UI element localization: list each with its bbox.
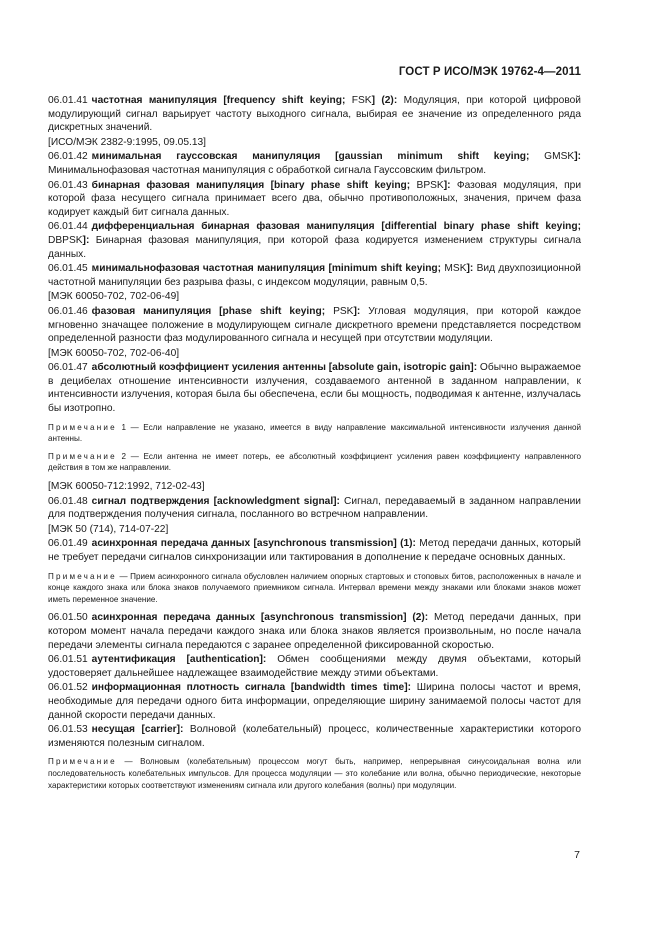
term-heading-close: ]: (574, 151, 581, 163)
source-reference: [МЭК 60050-702, 702-06-49] (48, 291, 180, 303)
note-label: Примечание (48, 571, 117, 581)
term-entry (48, 723, 581, 750)
term-abbreviation: PSK (325, 305, 354, 317)
term-definition: Метод передачи данных, который не требует передачи сигналов синхронизации или тактирования в дополнение к передаче основных данных. (48, 538, 581, 563)
source-reference: [МЭК 50 (714), 714-07-22] (48, 523, 169, 535)
term-definition: Минимальнофазовая частотная манипуляция с обработкой сигнала Гауссовским фильтром. (48, 164, 487, 176)
term-definition: Фазовая модуляция, при которой фаза несущего сигнала принимает всего два, обычно противоположных, значения, причем фаза кодирует каждый бит сигнала данных. (48, 179, 582, 218)
term-entry (48, 361, 581, 415)
term-heading: минимальнофазовая частотная манипуляция [minimum shift keying; (91, 263, 442, 275)
term-heading: асинхронная передача данных [asynchronous transmission] (1): (91, 538, 416, 550)
entry-number: 06.01.44 (48, 221, 88, 233)
term-definition: Обычно выражаемое в децибелах отношение интенсивности излучения, создаваемого антенной в заданном направлении, к интенсивности излучения, которая была бы обеспечена, если бы мощность, подводимая к антенне, излучалась бы изотропно. (48, 362, 581, 415)
term-definition: Угловая модуляция, при которой каждое мгновенно значащее положение в модулирующем сигнале дискретного времени представляется посредством определенной разности фаз модулированного сигнала и несущей при отсутствии модуляции. (48, 305, 581, 345)
source-reference: [МЭК 60050-712:1992, 712-02-43] (48, 481, 205, 493)
entry-number: 06.01.51 (48, 654, 88, 666)
term-heading-close: ]: (353, 305, 361, 317)
term-definition: Волновой (колебательный) процесс, количественные характеристики которого изменяются полезным сигналом. (48, 724, 581, 749)
note-label: Примечание (48, 422, 117, 432)
term-heading: аутентификация [authentication]: (91, 654, 267, 666)
term-entry (48, 495, 581, 522)
term-entry (48, 537, 581, 564)
note (48, 451, 581, 474)
term-abbreviation: BPSK (410, 179, 444, 191)
term-abbreviation: DBPSK (48, 234, 83, 246)
entry-number: 06.01.47 (48, 362, 88, 374)
source-reference: [МЭК 60050-702, 702-06-40] (48, 347, 180, 359)
term-heading-close: ]: (82, 234, 90, 246)
term-entry (48, 262, 581, 289)
entry-number: 06.01.48 (48, 495, 88, 507)
entry-number: 06.01.45 (48, 263, 88, 275)
entry-number: 06.01.43 (48, 179, 88, 191)
term-definition: Вид двухпозиционной частотной манипуляции без разрыва фазы, с индексом модуляции, равным 0,5. (48, 263, 581, 288)
note (48, 571, 581, 606)
term-entry (48, 220, 581, 261)
note-text: 1 — Если направление не указано, имеется в виду направление максимальной интенсивности излучения данной антенны. (48, 422, 581, 444)
term-entry (48, 94, 581, 135)
term-heading: бинарная фазовая манипуляция [binary phase shift keying; (91, 179, 411, 191)
page-number: 7 (574, 849, 580, 861)
term-heading: минимальная гауссовская манипуляция [gaussian minimum shift keying; (91, 151, 530, 163)
term-abbreviation: GMSK (529, 151, 575, 163)
term-entry (48, 305, 581, 346)
document-body (48, 94, 581, 797)
entry-number: 06.01.46 (48, 305, 88, 317)
entry-number: 06.01.49 (48, 538, 88, 550)
note-text: 2 — Если антенна не имеет потерь, ее абсолютный коэффициент усиления равен коэффициенту направленного действия в том же направлении. (48, 451, 581, 473)
term-definition: Ширина полосы частот и время, необходимые для передачи одного бита информации, определяющие ширину занимаемой полосы частот для данной скорости передачи данных. (48, 682, 581, 721)
entry-number: 06.01.42 (48, 151, 88, 163)
entry-number: 06.01.53 (48, 724, 88, 736)
term-entry (48, 653, 581, 680)
term-definition: Сигнал, передаваемый в заданном направлении для подтверждения получения сигнала, посланного во встречном направлении. (48, 495, 581, 521)
term-entry (48, 611, 581, 652)
term-heading: несущая [carrier]: (91, 724, 184, 736)
term-heading-close: ] (2): (371, 95, 398, 106)
term-heading: частотная манипуляция [frequency shift keying; (91, 95, 346, 106)
term-heading: фазовая манипуляция [phase shift keying; (91, 305, 326, 317)
term-heading: асинхронная передача данных [asynchronous transmission] (2): (91, 612, 429, 624)
term-entry (48, 179, 581, 220)
entry-number: 06.01.50 (48, 612, 88, 624)
entry-number: 06.01.41 (48, 95, 88, 106)
term-definition: Метод передачи данных, при котором момент начала передачи каждого знака или блока знаков является произвольным, но после начала передачи элементы сигнала передаются с заранее определенной фиксированной скоростью. (48, 612, 581, 651)
note (48, 422, 581, 445)
term-abbreviation: MSK (441, 263, 467, 275)
document-header: ГОСТ Р ИСО/МЭК 19762-4—2011 (398, 66, 581, 78)
term-heading: сигнал подтверждения [acknowledgment signal]: (91, 495, 340, 507)
term-heading-close: ]: (466, 263, 474, 275)
term-heading: информационная плотность сигнала [bandwidth times time]: (91, 682, 411, 694)
term-definition: Модуляция, при которой цифровой модулирующий сигнал варьирует частоту выходного сигнала, выбирая ее значение из определенного ряда дискретных значений. (48, 95, 581, 134)
term-definition: Обмен сообщениями между двумя объектами, который удостоверяет дальнейшее надлежащее взаимодействие между этими объектами. (48, 654, 581, 679)
term-heading: дифференциальная бинарная фазовая манипуляция [differential binary phase shift keying; (91, 221, 581, 233)
note (48, 756, 581, 791)
note-label: Примечание (48, 451, 117, 461)
source-reference: [ИСО/МЭК 2382-9:1995, 09.05.13] (48, 136, 206, 148)
note-text: — Прием асинхронного сигнала обусловлен наличием опорных стартовых и стоповых битов, расположенных в начале и конце каждого знака или блока знаков получаемого приемником сигнала. Интервал времени между знаками или блоками знаков может иметь переменное значение. (48, 571, 581, 604)
note-text: — Волновым (колебательным) процессом могут быть, например, непрерывная синусоидальная волна или последовательность колебательных импульсов. Для процесса модуляции — это колебание или волна, обычно периодические, некоторые характеристики которых соответствуют изменениям сигнала или другого колебания (волны) при модуляции. (48, 757, 581, 790)
entry-number: 06.01.52 (48, 682, 88, 694)
term-abbreviation: FSK (345, 95, 372, 106)
term-definition: Бинарная фазовая манипуляция, при которой фаза кодируется изменением структуры сигнала данных. (48, 234, 581, 260)
term-heading: абсолютный коэффициент усиления антенны [absolute gain, isotropic gain]: (91, 362, 478, 374)
note-label: Примечание (48, 757, 117, 767)
term-entry (48, 681, 581, 722)
term-entry (48, 150, 581, 177)
term-heading-close: ]: (443, 179, 451, 191)
